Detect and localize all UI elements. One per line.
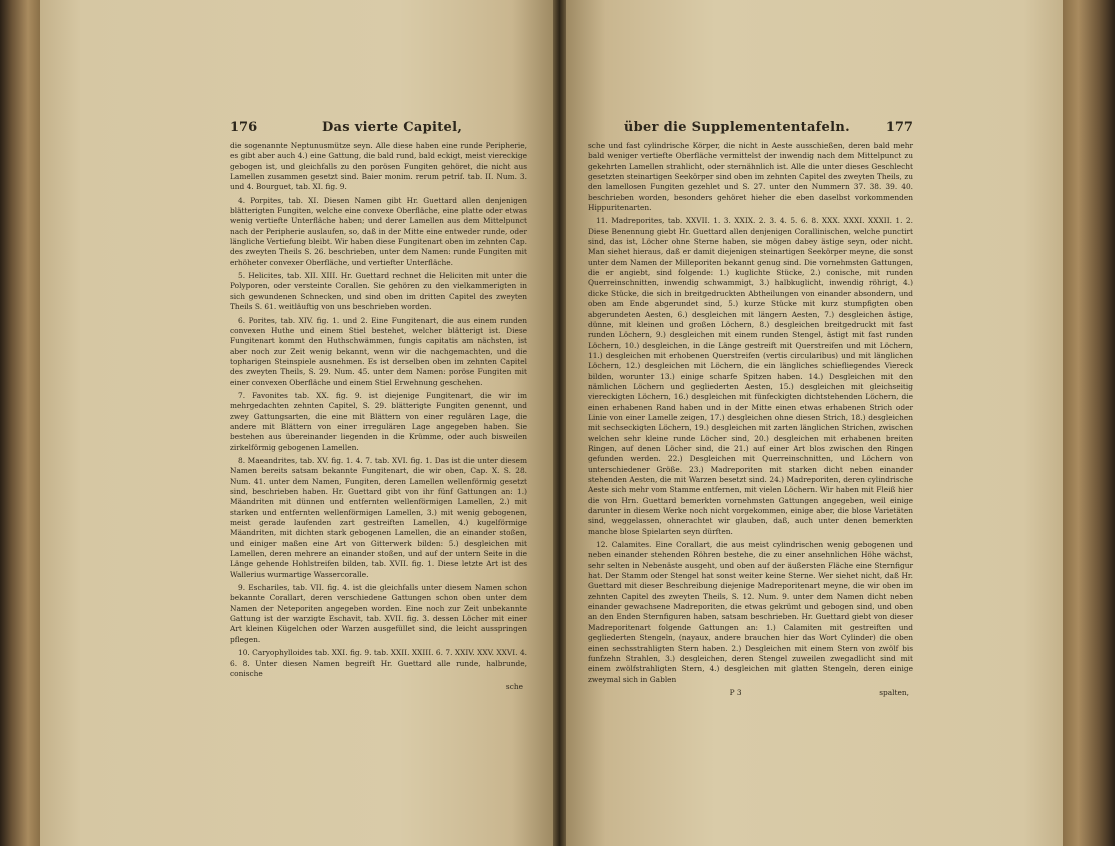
paragraph: sche und fast cylindrische Körper, die nicht in Aeste ausschießen, deren bald mehr bald weniger vertiefte Oberfläche vermittelst der inwendig nach dem Mittelpunct zu gekehrten Lamellen strahlicht, oder sternähnlich ist. Alle die unter dieses Geschlecht gesetzten steinartigen Seekörper sind oben im zehnten Capitel des zweyten Theils, zu den lamellosen Fungiten gezehlet und S. 27. unter den Nummern 37. 38. 39. 40. beschrieben worden, besonders gehöret hieher die eben daselbst vorkommenden Hippuritenarten. (588, 141, 913, 213)
catchword: sche (505, 682, 523, 692)
right-page-body (588, 141, 913, 685)
page-number: 176 (230, 120, 258, 135)
paragraph: 4. Porpites, tab. XI. Diesen Namen gibt Hr. Guettard allen denjenigen blätterigten Fungiten, welche eine convexe Oberfläche, eine platte oder etwas wenig vertiefte Unterfläche haben; und derer Lamellen aus dem Mittelpunct nach der Peripherie auslaufen, so, daß in der Mitte eine entweder runde, oder längliche Vertiefung bleibt. Wir haben diese Fungitenart oben im zehnten Cap. des zweyten Theils S. 26. beschrieben, unter dem Namen: runde Fungiten mit erhöheter convexer Oberfläche, und vertiefter Unterfläche. (230, 195, 527, 267)
book-gutter (553, 0, 566, 846)
running-title: über die Supplemententafeln. (623, 120, 850, 135)
right-page-header (588, 120, 913, 135)
paragraph: 10. Caryophylloides tab. XXI. fig. 9. tab. XXII. XXIII. 6. 7. XXIV. XXV. XXVI. 4. 6. 8. Unter diesen Namen begreift Hr. Guettard alle runde, halbrunde, conische (230, 648, 527, 678)
paragraph: die sogenannte Neptunusmütze seyn. Alle diese haben eine runde Peripherie, es gibt aber auch 4.) eine Gattung, die bald rund, bald eckigt, meist viereckige gebogen ist, und gleichfalls zu den porösen Fungiten gehöret, die nicht aus Lamellen zusammen gesetzt sind. Baier monim. rerum petrif. tab. II. Num. 3. und 4. Bourguet, tab. XI. fig. 9. (230, 141, 527, 192)
left-page-footer (230, 682, 527, 692)
right-page (566, 0, 1063, 846)
left-page (40, 0, 553, 846)
paragraph: 11. Madreporites, tab. XXVII. 1. 3. XXIX. 2. 3. 4. 5. 6. 8. XXX. XXXI. XXXII. 1. 2. Diese Benennung giebt Hr. Guettard allen denjenigen Corallinischen, welche punctirt sind, das ist, Löcher ohne Sterne haben, sie mögen dabey ästige seyn, oder nicht. Man siehet hieraus, daß er damit diejenigen steinartigen Seekörper meyne, die sonst unter dem Namen der Milleporiten bekannt genug sind. Die vornehmsten Gattungen, die er angiebt, sind folgende: 1.) kuglichte Stücke, 2.) conische, mit runden Querreinschnitten, inwendig schwammigt, 3.) halbkuglicht, inwendig röhrigt, 4.) dicke Stücke, die sich in breitgedruckten Abtheilungen von einander absondern, und oben am Ende abgerundet sind, 5.) kurze Stücke mit kurz stumpfigten oben abgerundeten Aesten, 6.) desgleichen mit längern Aesten, 7.) desgleichen ästige, dünne, mit kleinen und großen Löchern, 8.) desgleichen breitgedruckt mit fast runden Löchern, 9.) desgleichen mit einem runden Stengel, ästigt mit fast runden Löchern, 10.) desgleichen, in die Länge gestreift mit Querstreifen und mit Löchern, 11.) desgleichen mit erhobenen Querstreifen (vertis circularibus) und mit länglichen Löchern, 12.) desgleichen mit Löchern, die ein längliches schiefliegendes Viereck bilden, worunter 13.) einige scharfe Spitzen haben. 14.) Desgleichen mit den nämlichen Löchern und gegliederten Aesten, 15.) desgleichen mit gleichseitig viereckigten Löchern, 16.) desgleichen mit fünfeckigten dichtstehenden Löchern, die einen erhabenen Rand haben und in der Mitte einen etwas erhabenen Strich oder Linie von einer Lamelle zeigen, 17.) desgleichen ohne diesen Strich, 18.) desgleichen mit sechseckigten Löchern, 19.) desgleichen mit zarten länglichen Strichen, zwischen welchen sehr kleine runde Löcher sind, 20.) desgleichen mit erhabenen breiten Ringen, auf denen Löcher sind, die 21.) auf einer Art blos zwischen den Ringen gefunden werden. 22.) Desgleichen mit Querreinschnitten, und Löchern von unterschiedener Größe. 23.) Madreporiten mit starken dicht neben einander stehenden Aesten, die mit Warzen besetzt sind. 24.) Madreporiten, deren cylindrische Aeste sich mehr vom Stamme entfernen, mit vielen Löchern. Wir haben mit Fleiß hier die von Hrn. Guettard bemerkten vornehmsten Gattungen angegeben, weil einige darunter in diesem Werke noch nicht vorgekommen, einige aber, die blose Varietäten sind, weggelassen, ohnerachtet wir glauben, daß, auch unter denen bemerkten manche blose Spielarten seyn dürften. (588, 216, 913, 536)
paragraph: 9. Eschariles, tab. VII. fig. 4. ist die gleichfalls unter diesem Namen schon bekannte Corallart, deren verschiedene Gattungen schon oben unter dem Namen der Neteporiten angegeben worden. Eine noch zur Zeit unbekannte Gattung ist der warzigte Eschavit, tab. XVII. fig. 3. dessen Löcher mit einer Art kleinen Kügelchen oder Warzen ausgefüllet sind, die leicht ausspringen pflegen. (230, 583, 527, 644)
running-title: Das vierte Capitel, (321, 120, 463, 135)
left-page-header (230, 120, 527, 135)
paragraph: 6. Porites, tab. XIV. fig. 1. und 2. Eine Fungitenart, die aus einem runden convexen Huthe und einem Stiel bestehet, welcher blätterigt ist. Diese Fungitenart kommt den Huthschwämmen, fungis capitatis am nächsten, ist aber noch zur Zeit wenig bekannt, wenn wir die nachgemachten, und die topharigen Steinspiele ausnehmen. Es ist derselben oben im zehnten Capitel des zweyten Theils, S. 29. Num. 45. unter dem Namen: poröse Fungiten mit einer convexen Oberfläche und einem Stiel Erwehnung geschehen. (230, 315, 527, 387)
paragraph: 7. Favonites tab. XX. fig. 9. ist diejenige Fungitenart, die wir im mehrgedachten zehnten Capitel, S. 29. blätterigte Fungiten genennt, und zwey Gattungsarten, die eine mit Blättern von einer regulären Lage, die andere mit Blättern von einer irregulären Lage angegeben haben. Sie bestehen aus übereinander liegenden in die Krümme, oder auch bisweilen zirkelförmig gebogenen Lamellen. (230, 390, 527, 452)
paragraph: 5. Helicites, tab. XII. XIII. Hr. Guettard rechnet die Heliciten mit unter die Polyporen, oder versteinte Corallen. Sie gehören zu den vielkammerigten in sich gewundenen Schnecken, und sind oben im dritten Capitel des zweyten Theils S. 61. weitläuftig von uns beschrieben worden. (230, 271, 527, 312)
left-page-body (230, 141, 527, 679)
signature-mark: P 3 (729, 687, 742, 697)
page-edges-left (0, 0, 40, 846)
paragraph: 12. Calamites. Eine Corallart, die aus meist cylindrischen wenig gebogenen und neben einander stehenden Röhren bestehe, die zu einer ansehnlichen Höhe wächst, sehr selten in Nebenäste ausgeht, und oben auf der äußersten Fläche eine Sternfigur hat. Der Stamm oder Stengel hat sonst weiter keine Sterne. Wer siehet nicht, daß Hr. Guettard mit dieser Beschreibung diejenige Madreporitenart meyne, die wir oben im zehnten Capitel des zweyten Theils, S. 12. Num. 9. unter dem Namen dicht neben einander gewachsene Madreporiten, die etwas gekrümt und gebogen sind, und oben an den Enden Sternfiguren haben, satsam beschrieben. Hr. Guettard giebt von dieser Madreporitenart folgende Gattungen an: 1.) Calamiten mit gestreiften und gegliederten Stengeln, (nayaux, andere brauchen hier das Wort Cylinder) die oben einen sechsstrahligten Stern haben. 2.) Desgleichen mit einem Stern von zwölf bis funfzehn Strahlen, 3.) desgleichen, deren Stengel zuweilen zwegadlicht sind mit einem zwölfstrahligten Stern, 4.) desgleichen mit glatten Stengeln, deren einige zweymal sich in Gablen (588, 540, 913, 684)
paragraph: 8. Maeandrites, tab. XV. fig. 1. 4. 7. tab. XVI. fig. 1. Das ist die unter diesem Namen bereits satsam bekannte Fungitenart, die wir oben, Cap. X. S. 28. Num. 41. unter dem Namen, Fungiten, deren Lamellen wellenförmig gesetzt sind, beschrieben haben. Hr. Guettard gibt von ihr fünf Gattungen an: 1.) Mäandriten mit dünnen und entfernten wellenförmigen Lamellen, 2.) mit starken und entfernten wellenförmigen Lamellen, 3.) mit wenig gebogenen, meist gerade laufenden zart gestreiften Lamellen, 4.) kugelförmige Mäandriten, mit dichten stark gebogenen Lamellen, die an einander stoßen, und einiger maßen eine Art von Gitterwerk bilden: 5.) desgleichen mit Lamellen, deren mehrere an einander stoßen, und auf der untern Seite in die Länge gehende Hohlstreifen bilden, tab. XVII. fig. 1. Diese letzte Art ist des Wallerius wurmartige Wassercoralle. (230, 455, 527, 579)
catchword: spalten, (879, 687, 909, 697)
page-edges-right (1063, 0, 1115, 846)
right-page-footer (588, 688, 913, 698)
page-number: 177 (885, 120, 913, 135)
